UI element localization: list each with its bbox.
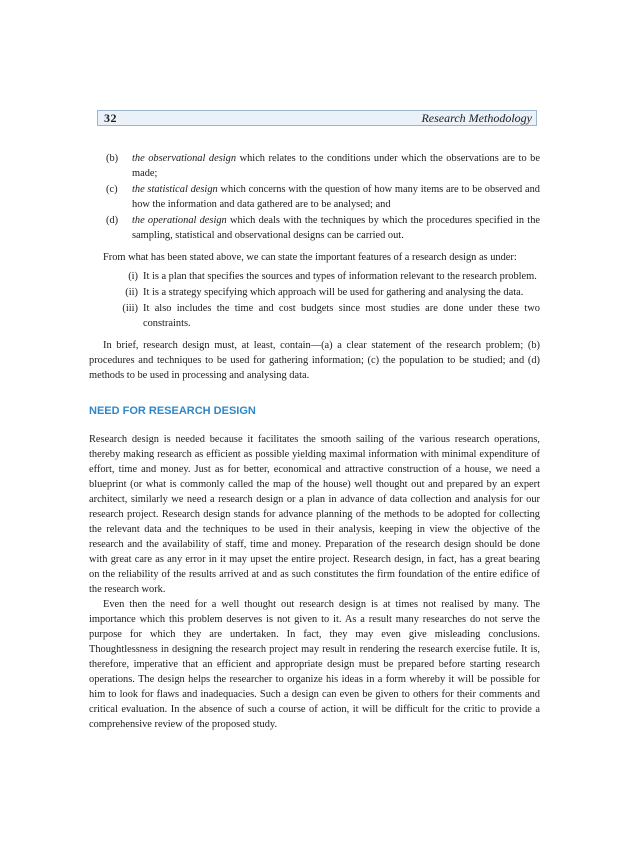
list-marker: (iii) — [122, 303, 138, 314]
design-term: the statistical design — [132, 184, 218, 195]
list-item-text: It is a strategy specifying which approach will be used for gathering and analysing the data. — [143, 287, 524, 298]
need-paragraph-1: Research design is needed because it facilitates the smooth sailing of the various research operations, thereby making research as efficient as possible yielding maximal information with minimal expenditure of effort, time and money. Just as for better, economical and attractive construction of a house, we need a blueprint (or what is commonly called the map of the house) well thought out and prepared by an expert architect, similarly we need a research design or a plan in advance of data collection and analysis for our research project. Research design stands for advance planning of the methods to be adopted for collecting the relevant data and the techniques to be used in their analysis, keeping in view the objective of the research and the availability of staff, time and money. Preparation of the research design should be done with great care as any error in it may upset the entire project. Research design, in fact, has a great bearing on the reliability of the results arrived at and as such constitutes the firm foundation of the entire edifice of the research work. — [89, 434, 540, 595]
list-item — [106, 301, 540, 331]
design-description: which deals with the techniques by which the procedures specified in the sampling, statistical and observational designs can be carried out. — [132, 215, 540, 241]
design-description: which concerns with the question of how many items are to be observed and how the information and data gathered are to be analysed; and — [132, 184, 540, 210]
list-marker: (ii) — [125, 287, 138, 298]
design-term: the operational design — [132, 215, 227, 226]
design-term: the observational design — [132, 153, 237, 164]
list-item-text — [132, 213, 540, 243]
list-marker: (c) — [106, 184, 118, 195]
brief-paragraph: In brief, research design must, at least, contain—(a) a clear statement of the research problem; (b) procedures and techniques to be used for gathering information; (c) the population to be studied; and (d) methods to be used in processing and analysing data. — [89, 340, 540, 381]
list-item-text: It also includes the time and cost budgets since most studies are done under these two constraints. — [143, 303, 540, 329]
page-number: 32 — [104, 110, 117, 125]
list-item — [106, 269, 540, 284]
list-item-text — [132, 182, 540, 212]
features-intro-paragraph: From what has been stated above, we can state the important features of a research design as under: — [103, 252, 517, 263]
list-marker: (b) — [106, 153, 119, 164]
list-item — [106, 151, 540, 181]
design-description: which relates to the conditions under which the observations are to be made; — [132, 153, 540, 179]
design-type-list — [106, 151, 540, 243]
list-item-text: It is a plan that specifies the sources and types of information relevant to the research problem. — [143, 271, 537, 282]
section-heading: NEED FOR RESEARCH DESIGN — [89, 405, 256, 417]
list-item-text — [132, 151, 540, 181]
need-paragraph-2: Even then the need for a well thought out research design is at times not realised by many. The importance which this problem deserves is not given to it. As a result many researches do not serve the purpose for which they are undertaken. In fact, they may even give misleading conclusions. Thoughtlessness in designing the research project may result in rendering the research exercise futile. It is, therefore, imperative that an efficient and appropriate design must be prepared before starting research operations. The design helps the researcher to organize his ideas in a form whereby it will be possible for him to look for flaws and inadequacies. Such a design can even be given to others for their comments and critical evaluation. In the absence of such a course of action, it will be difficult for the critic to provide a comprehensive review of the proposed study. — [89, 599, 540, 730]
list-item — [106, 213, 540, 243]
list-item — [106, 285, 540, 300]
running-title: Research Methodology — [421, 110, 532, 125]
features-list — [106, 269, 540, 331]
list-item — [106, 182, 540, 212]
page-body — [89, 151, 540, 732]
running-header — [97, 110, 537, 126]
list-marker: (d) — [106, 215, 119, 226]
list-marker: (i) — [128, 271, 138, 282]
